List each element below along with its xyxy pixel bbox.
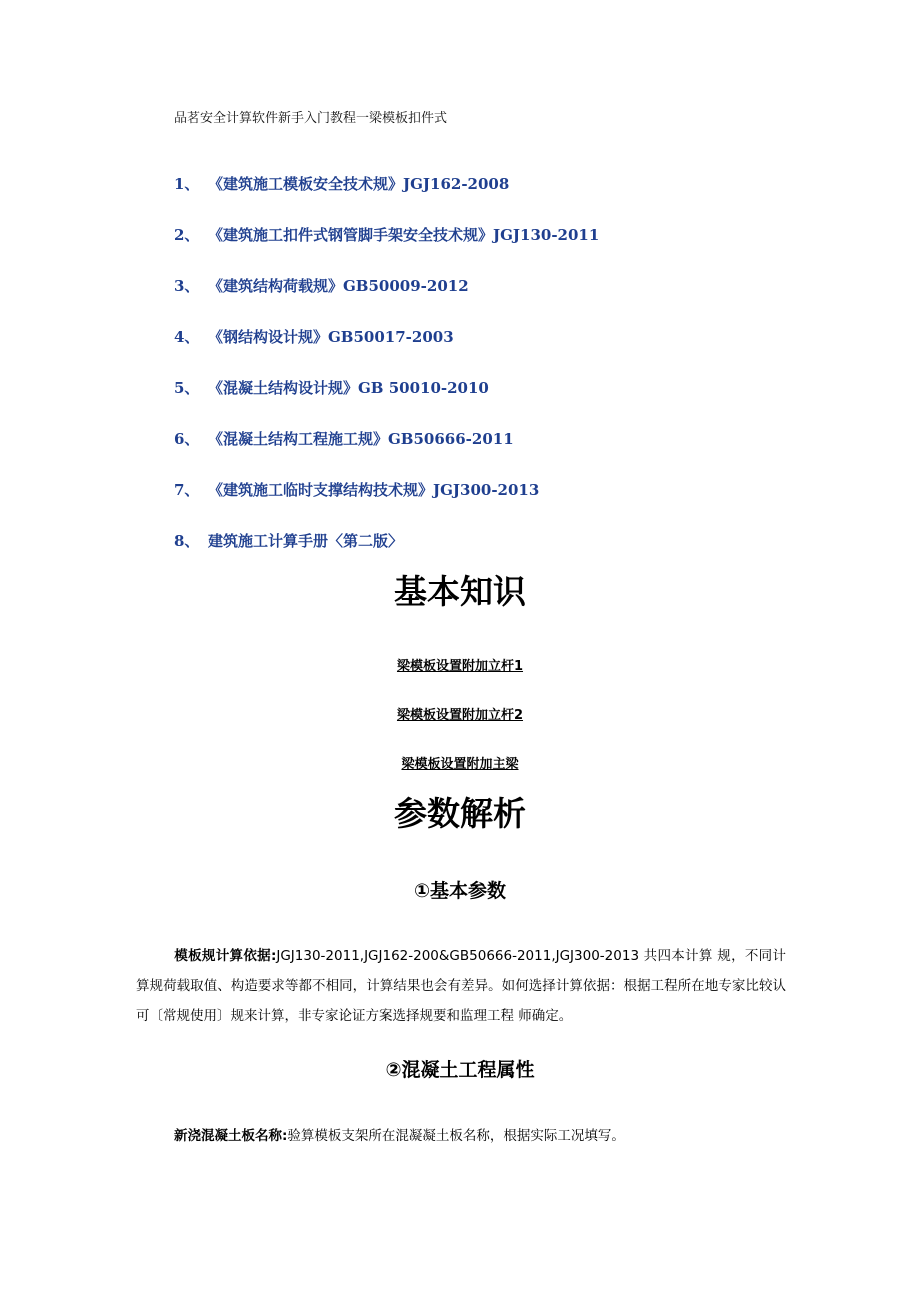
term-label: 新浇混凝土板名称: bbox=[174, 1128, 288, 1144]
reference-item bbox=[174, 325, 599, 376]
reference-number: 8、 bbox=[174, 532, 200, 550]
slab-name-paragraph bbox=[136, 1121, 786, 1151]
reference-item bbox=[174, 376, 599, 427]
reference-number: 6、 bbox=[174, 430, 200, 448]
basic-params-heading: ①基本参数 bbox=[413, 880, 507, 902]
link-additional-pole-2[interactable]: 梁模板设置附加立杆2 bbox=[396, 708, 524, 723]
reference-item bbox=[174, 223, 599, 274]
basis-paragraph bbox=[136, 941, 786, 1031]
reference-item bbox=[174, 172, 599, 223]
reference-number: 2、 bbox=[174, 226, 200, 244]
link-additional-pole-1[interactable]: 梁模板设置附加立杆1 bbox=[396, 659, 524, 674]
reference-text: 《混凝土结构设计规》GB 50010-2010 bbox=[208, 379, 489, 397]
reference-text: 《建筑施工临时支撑结构技术规》JGJ300-2013 bbox=[208, 481, 540, 499]
reference-text: 《建筑施工扣件式钢管脚手架安全技术规》JGJ130-2011 bbox=[208, 226, 600, 244]
paragraph-body: JGJ130-2011,JGJ162-200&GB50666-2011,JGJ300-2013 共四本计算 规，不同计算规荷载取值、构造要求等都不相同，计算结果也会有差异。如何选择计算依据：根据工程所在地专家比较认可〔常规使用〕规来计算，非专家论证方案选择规要和监理工程 师确定。 bbox=[136, 948, 786, 1024]
reference-number: 5、 bbox=[174, 379, 200, 397]
reference-text: 《建筑结构荷载规》GB50009-2012 bbox=[208, 277, 469, 295]
document-title: 品茗安全计算软件新手入门教程一梁模板扣件式 bbox=[174, 111, 448, 126]
reference-text: 《钢结构设计规》GB50017-2003 bbox=[208, 328, 454, 346]
concrete-properties-heading: ②混凝土工程属性 bbox=[385, 1059, 535, 1081]
term-label: 模板规计算依据: bbox=[174, 948, 277, 964]
reference-number: 3、 bbox=[174, 277, 200, 295]
link-additional-main-beam[interactable]: 梁模板设置附加主梁 bbox=[401, 757, 519, 772]
reference-list bbox=[174, 172, 599, 580]
param-analysis-heading: 参数解析 bbox=[394, 794, 526, 833]
reference-number: 4、 bbox=[174, 328, 200, 346]
basic-knowledge-heading: 基本知识 bbox=[394, 572, 526, 611]
reference-text: 《建筑施工模板安全技术规》JGJ162-2008 bbox=[208, 175, 510, 193]
reference-number: 1、 bbox=[174, 175, 200, 193]
reference-item bbox=[174, 478, 599, 529]
reference-number: 7、 bbox=[174, 481, 200, 499]
reference-text: 建筑施工计算手册〈第二版〉 bbox=[208, 532, 404, 550]
reference-item bbox=[174, 274, 599, 325]
paragraph-body: 验算模板支架所在混凝凝土板名称，根据实际工况填写。 bbox=[287, 1128, 625, 1144]
reference-text: 《混凝土结构工程施工规》GB50666-2011 bbox=[208, 430, 514, 448]
reference-item bbox=[174, 427, 599, 478]
